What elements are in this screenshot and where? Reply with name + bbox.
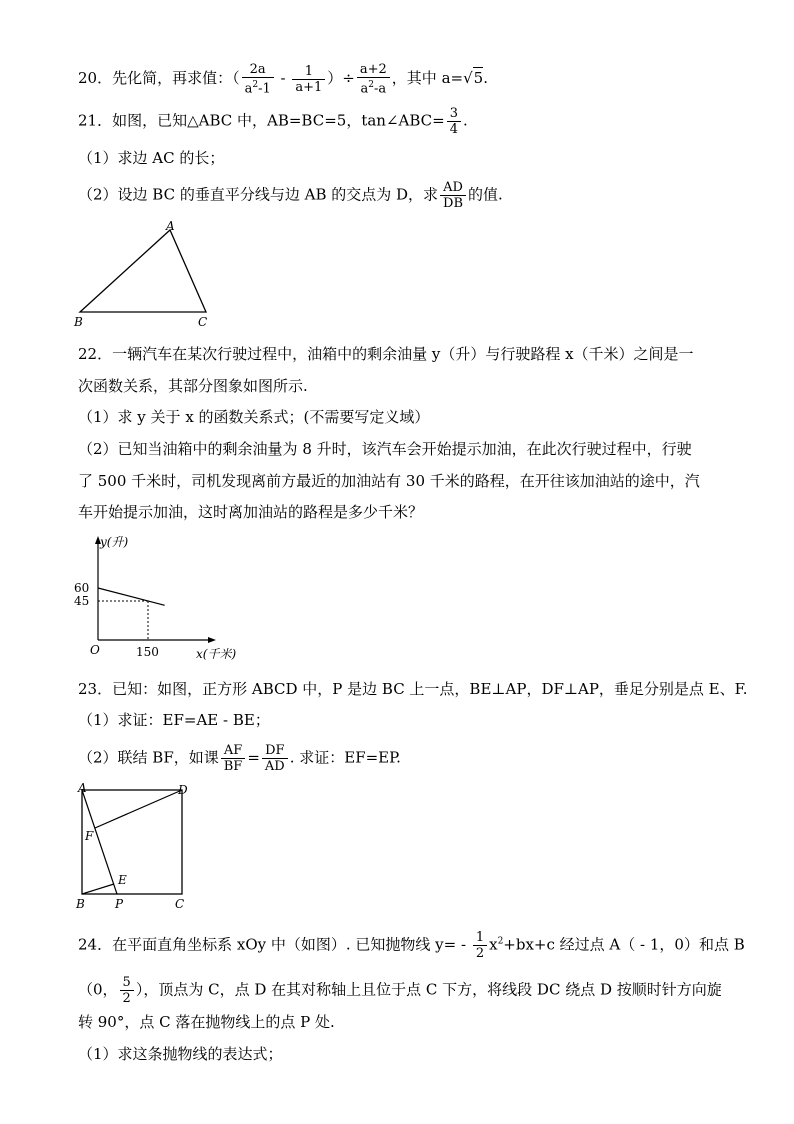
segment-be: [82, 884, 114, 894]
q20-line: 20．先化简，再求值：（ $\frac{2a}{a^2-1}$ - $\frac{1}{a+1}$ ）÷ $\frac{a+2}{a^2-a}$ ，其中 a=√5.: [78, 62, 488, 97]
function-line: [98, 588, 165, 605]
label-f: F: [85, 829, 94, 843]
label-c: C: [198, 315, 208, 329]
q21-line: 21．如图，已知△ABC 中，AB=BC=5，tan∠ABC= $\frac{3}{4}$ .: [78, 106, 468, 137]
x-axis-label: x(千米): [196, 647, 237, 661]
q22-part2-l1: （2）已知当油箱中的剩余油量为 8 升时，该汽车会开始提示加油，在此次行驶过程中，行驶: [78, 440, 692, 458]
label-d: D: [178, 783, 188, 797]
origin-label: O: [90, 643, 100, 657]
y-tick-label-60: 60: [74, 581, 90, 595]
label-c: C: [175, 897, 185, 911]
y-axis-label: y(升): [100, 535, 129, 549]
q22-part2-l2: 了 500 千米时，司机发现离前方最近的加油站有 30 千米的路程，在开往该加油站的途中，汽: [78, 472, 700, 490]
q24-part1: （1）求这条抛物线的表达式；: [78, 1045, 283, 1063]
label-a: A: [78, 781, 87, 795]
triangle-abc: [80, 230, 206, 312]
label-e: E: [118, 873, 127, 887]
q24-five-halves-fraction: $\frac{5}{2}$: [120, 975, 134, 1006]
q20-fraction-1: $\frac{2a}{a^2-1}$: [242, 62, 274, 96]
q20-fraction-2: $\frac{1}{a+1}$: [292, 64, 325, 95]
label-p: P: [115, 897, 124, 911]
q23-line1: 23．已知：如图，正方形 ABCD 中，P 是边 BC 上一点，BE⊥AP，DF⊥AP，垂足分别是点 E、F.: [78, 680, 748, 698]
segment-df: [95, 790, 182, 828]
q22-graph: [70, 530, 237, 661]
q23-part2: （2）联结 BF，如课 $\frac{AF}{BF}$ = $\frac{DF}{AD}$ . 求证：EF=EP.: [78, 743, 401, 774]
label-a: A: [166, 219, 175, 233]
q20-fraction-3: $\frac{a+2}{a^2-a}$: [357, 62, 390, 96]
q23-df-ad-fraction: $\frac{DF}{AD}$: [262, 743, 288, 774]
q21-ad-db-fraction: $\frac{AD}{DB}$: [440, 180, 466, 211]
q21-part1: （1）求边 AC 的长；: [78, 149, 225, 167]
q23-af-bf-fraction: $\frac{AF}{BF}$: [221, 743, 246, 774]
q24-line3: 转 90°，点 C 落在抛物线上的点 P 处.: [78, 1013, 335, 1031]
q22-line1: 22．一辆汽车在某次行驶过程中，油箱中的剩余油量 y（升）与行驶路程 x（千米）之间是一: [78, 345, 694, 363]
square-abcd: [82, 790, 182, 894]
q22-part2-l3: 车开始提示加油，这时离加油站的路程是多少千米？: [78, 503, 424, 521]
q21-part2: （2）设边 BC 的垂直平分线与边 AB 的交点为 D，求 $\frac{AD}{DB}$ 的值.: [78, 180, 503, 211]
x-axis-arrow: [208, 637, 216, 643]
q24-line1: 24．在平面直角坐标系 xOy 中（如图）. 已知抛物线 y= - $\frac{1}{2}$ $x^2+bx+c$ 经过点 A（ - 1，0）和点 B: [78, 930, 745, 961]
q23-part1: （1）求证：EF=AE - BE；: [78, 711, 270, 729]
q20-lead: 20．先化简，再求值：（: [78, 69, 240, 88]
q24-half-fraction: $\frac{1}{2}$: [473, 930, 487, 961]
x-tick-label-150: 150: [136, 645, 159, 659]
q21-triangle-figure: [70, 218, 230, 333]
sqrt-value: 5: [473, 69, 484, 88]
q23-square-figure: [70, 780, 200, 910]
q24-line2: （0， $\frac{5}{2}$ ），顶点为 C，点 D 在其对称轴上且位于点 C 下方，将线段 DC 绕点 D 按顺时针方向旋: [78, 975, 722, 1006]
label-b: B: [74, 315, 83, 329]
q22-part1: （1）求 y 关于 x 的函数关系式；(不需要写定义域）: [78, 408, 430, 426]
label-b: B: [76, 897, 85, 911]
q21-tan-fraction: $\frac{3}{4}$: [447, 106, 461, 137]
y-tick-label-45: 45: [74, 594, 90, 608]
sqrt-symbol: √: [463, 69, 473, 88]
q22-line2: 次函数关系，其部分图象如图所示.: [78, 377, 308, 395]
